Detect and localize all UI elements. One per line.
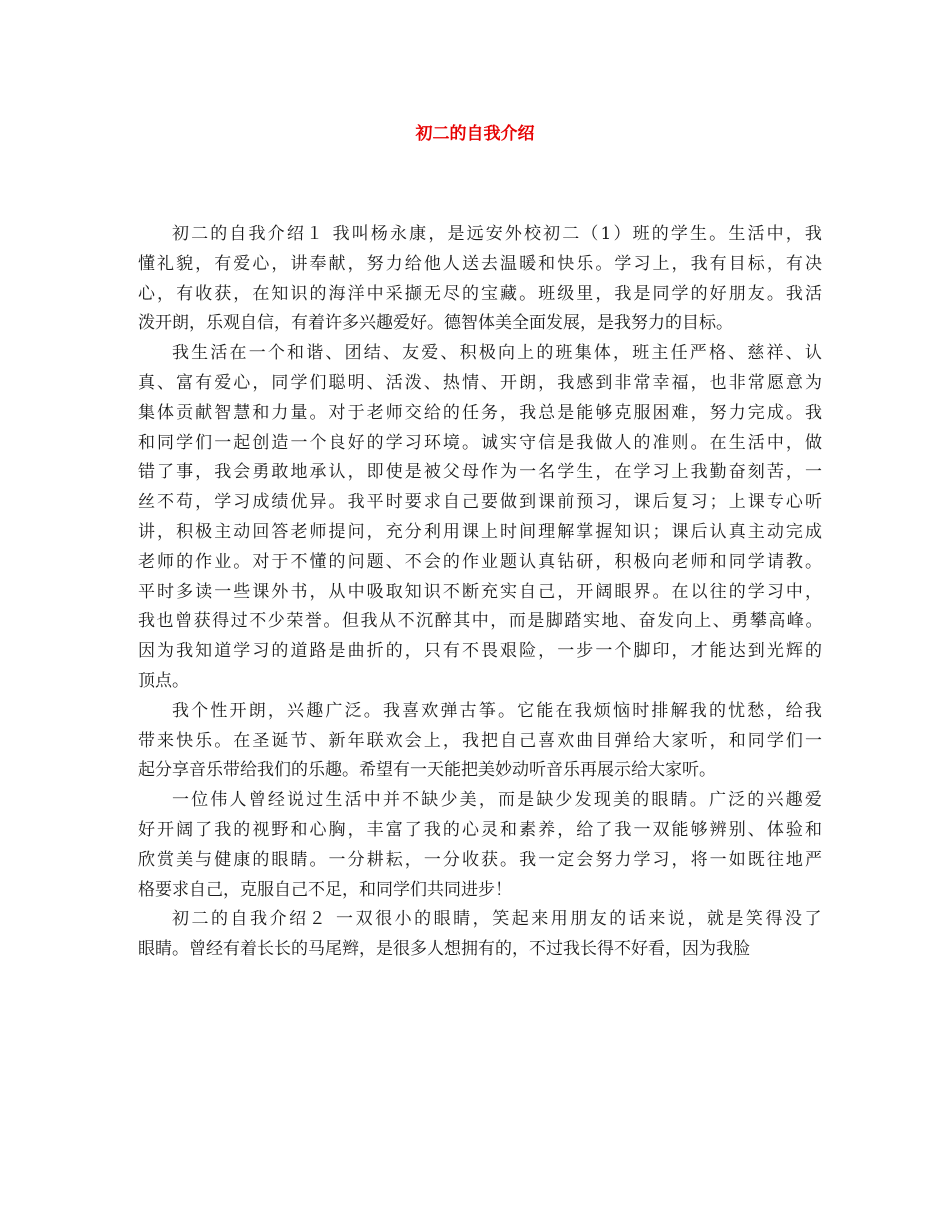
document-body — [138, 220, 824, 965]
text-line: 初二的自我介绍１ 我叫杨永康，是远安外校初二（1）班的学生。生活中，我 — [172, 224, 824, 244]
text-line: 因为我知道学习的道路是曲折的，只有不畏艰险，一步一个脚印，才能达到光辉的 — [138, 641, 824, 662]
text-line: 顶点。 — [138, 670, 189, 691]
text-line: 老师的作业。对于不懂的问题、不会的作业题认真钻研，积极向老师和同学请教。 — [138, 551, 824, 572]
text-line: 真、富有爱心，同学们聪明、活泼、热情、开朗，我感到非常幸福，也非常愿意为 — [138, 372, 824, 393]
text-line: 初二的自我介绍２ 一双很小的眼睛，笑起来用朋友的话来说，就是笑得没了 — [172, 909, 824, 930]
text-line: 泼开朗，乐观自信，有着许多兴趣爱好。德智体美全面发展，是我努力的目标。 — [138, 313, 733, 334]
text-line: 眼睛。曾经有着长长的马尾辫，是很多人想拥有的，不过我长得不好看，因为我脸 — [138, 939, 750, 960]
text-line: 平时多读一些课外书，从中吸取知识不断充实自己，开阔眼界。在以往的学习中， — [138, 581, 824, 602]
text-line: 讲，积极主动回答老师提问，充分利用课上时间理解掌握知识；课后认真主动完成 — [138, 521, 824, 542]
text-line: 集体贡献智慧和力量。对于老师交给的任务，我总是能够克服困难，努力完成。我 — [138, 402, 824, 423]
text-line: 带来快乐。在圣诞节、新年联欢会上，我把自己喜欢曲目弹给大家听，和同学们一 — [138, 730, 824, 751]
text-line: 一位伟人曾经说过生活中并不缺少美，而是缺少发现美的眼睛。广泛的兴趣爱 — [172, 790, 824, 811]
text-line: 错了事，我会勇敢地承认，即使是被父母作为一名学生，在学习上我勤奋刻苦，一 — [138, 462, 824, 483]
text-line: 丝不苟，学习成绩优异。我平时要求自己要做到课前预习，课后复习；上课专心听 — [138, 492, 824, 513]
text-line: 我生活在一个和谐、团结、友爱、积极向上的班集体，班主任严格、慈祥、认 — [172, 343, 824, 364]
text-line: 懂礼貌，有爱心，讲奉献，努力给他人送去温暖和快乐。学习上，我有目标，有决 — [138, 253, 824, 274]
text-line: 起分享音乐带给我们的乐趣。希望有一天能把美妙动听音乐再展示给大家听。 — [138, 760, 716, 781]
text-line: 我也曾获得过不少荣誉。但我从不沉醉其中，而是脚踏实地、奋发向上、勇攀高峰。 — [138, 611, 824, 632]
text-line: 好开阔了我的视野和心胸，丰富了我的心灵和素养，给了我一双能够辨别、体验和 — [138, 819, 824, 840]
text-line: 心，有收获，在知识的海洋中采撷无尽的宝藏。班级里，我是同学的好朋友。我活 — [138, 283, 824, 304]
text-line: 我个性开朗，兴趣广泛。我喜欢弹古筝。它能在我烦恼时排解我的忧愁，给我 — [172, 700, 824, 721]
text-line: 和同学们一起创造一个良好的学习环境。诚实守信是我做人的准则。在生活中，做 — [138, 432, 824, 453]
text-line: 格要求自己，克服自己不足，和同学们共同进步！ — [138, 879, 512, 900]
text-line: 欣赏美与健康的眼睛。一分耕耘，一分收获。我一定会努力学习，将一如既往地严 — [138, 849, 824, 870]
page-title: 初二的自我介绍 — [415, 124, 535, 144]
